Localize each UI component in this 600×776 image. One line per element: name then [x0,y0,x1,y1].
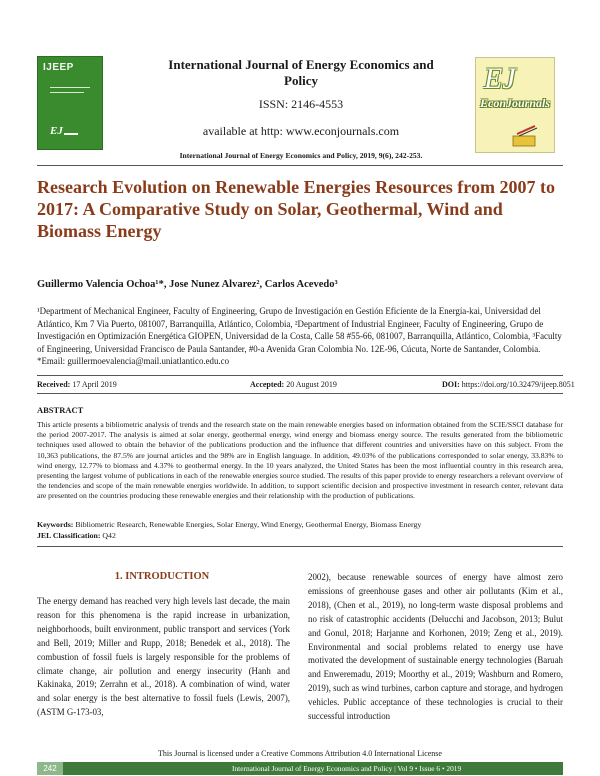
jel-label: JEL Classification: [37,531,101,540]
doi-link[interactable]: https://doi.org/10.32479/ijeep.8051 [461,380,575,389]
keywords-value: Bibliometric Research, Renewable Energies, Solar Energy, Wind Energy, Geothermal Energy, Biomass Energy [75,520,422,529]
accepted-label: Accepted: [250,380,285,389]
journal-name: International Journal of Energy Economics and Policy [168,57,434,88]
affiliations: ¹Department of Mechanical Engineer, Faculty of Engineering, Grupo de Investigación en Gestión Eficiente de la Energía-kai, Universidad del Atlántico, Km 7 Via Puerto, 081007, Barranquilla, Atlántico, Colombia, ²Department of Industrial Engineer, Faculty of Engineering, Grupo de Investigación en Optimización Energética GIOPEN, Universidad de la Costa, Calle 58 #55-66, 081007, Barranquilla, Atlántico, Colombia, ³Faculty of Engineering, Universidad Francisco de Paula Santander, #0-a Avenida Gran Colombia No. 12E-96, Cúcuta, Norte de Santander, Colombia. *Email: guillermoevalencia@mail.uniatlantico.edu.co [37,306,562,367]
logo-ej-text: EJ [484,62,516,95]
keywords [37,520,563,529]
body-column-left: The energy demand has reached very high levels last decade, the main reason for this phenomena is the rapid increase in urbanization, neighborhoods, built environment, public transport and services (York and Bell, 2019; Miller and Rupp, 2018; Benedek et al., 2018). The combustion of fossil fuels is largely responsible for the problems of climate change, air pollution and energy insecurity (Hanh and Kakinaka, 2019; Zerrahn et al., 2018). A combination of wind, water and solar energy is the best alternative to fossil fuels (Lewis, 2007), (ASTM G-173-03, [37,596,290,718]
received-value: 17 April 2019 [72,380,117,389]
received-date [37,380,117,389]
running-footer: International Journal of Energy Economics and Policy | Vol 9 • Issue 6 • 2019 [232,764,462,773]
body-column-right: 2002), because renewable sources of energy have almost zero emissions of greenhouse gases and other air pollutants (Kim et al., 2018), (Chen et al., 2019), no long-term waste disposal problems and no risk of catastrophic accidents (Delucchi and Jacobson, 2013; Bulut and Gonul, 2018; Harjanne and Korhonen, 2019; Zeng et al., 2019). Environmental and social problems related to energy use have motivated the development of sustainable energy technologies (Baruah and Enweremadu, 2019; Moorthy et al., 2019; Washburn and Romero, 2019), such as wind turbines, carbon capture and storage, and hydrogen vehicles. Public acceptance of these technologies is crucial to their successful introduction [308,572,563,722]
received-label: Received: [37,380,71,389]
keywords-label: Keywords: [37,520,74,529]
footer-bar [37,762,563,775]
cover-line [50,92,84,93]
dates-rule-bottom [37,393,563,394]
dates-rule-top [37,375,563,376]
cover-line [50,87,90,88]
cover-publisher: EJ [50,125,63,137]
cover-publisher-mark [64,133,78,135]
abstract-heading: ABSTRACT [37,405,84,415]
issn: ISSN: 2146-4553 [258,97,344,111]
authors: Guillermo Valencia Ochoa¹*, Jose Nunez Alvarez², Carlos Acevedo³ [37,279,338,290]
pen-icon [511,124,541,148]
article-title: Research Evolution on Renewable Energies Resources from 2007 to 2017: A Comparative Study on Solar, Geothermal, Wind and Biomass Energy [37,177,555,241]
license-notice: This Journal is licensed under a Creative Commons Attribution 4.0 International License [158,749,442,758]
doi [442,380,575,389]
page-number: 242 [37,762,63,775]
available-at[interactable]: available at http: www.econjournals.com [202,124,400,138]
journal-cover-image [37,56,103,150]
header-rule [37,165,563,166]
jel-value: Q42 [102,531,116,540]
abstract-rule [37,546,563,547]
jel-classification [37,531,563,540]
abstract-text: This article presents a bibliometric analysis of trends and the research state on the main renewable energies based on information obtained from the SCIE/SSCI database for the period 2007-2017. The analysis is aimed at solar energy, geothermal energy, wind energy and biomass energy source. The results generated from the bibliometric techniques used allowed to obtain the behavior of the publications production and the influence that different countries and universities have on this subject. From the 10,363 publications, the 87.5% are journal articles and the 98% are in English language. In addition, 49.03% of the publications corresponded to solar energy, 33.83% to wind energy, 12.77% to biomass and 4.37% to geothermal energy. In the 10 years analyzed, the United States has been the most influential country in this research area, presenting the largest volume of publications in each of the renewable energies source studied. The results of this paper provide to energy researchers a relevant overview of the tendencies and scope of the main renewable energies worldwide. In addition, to support scientific decision and prospective investment in research center, relevant data are presented on the countries producing these renewable energies and their relationship with the production of publications. [37,420,563,501]
accepted-date [250,380,337,389]
accepted-value: 20 August 2019 [286,380,337,389]
doi-label: DOI: [442,380,460,389]
section-heading-introduction: 1. INTRODUCTION [114,571,210,582]
econjournals-logo [475,57,555,153]
citation-line: International Journal of Energy Economics and Policy, 2019, 9(6), 242-253. [179,151,423,160]
logo-econjournals-text: EconJournals [480,96,551,110]
cover-title: IJEEP [43,62,74,73]
